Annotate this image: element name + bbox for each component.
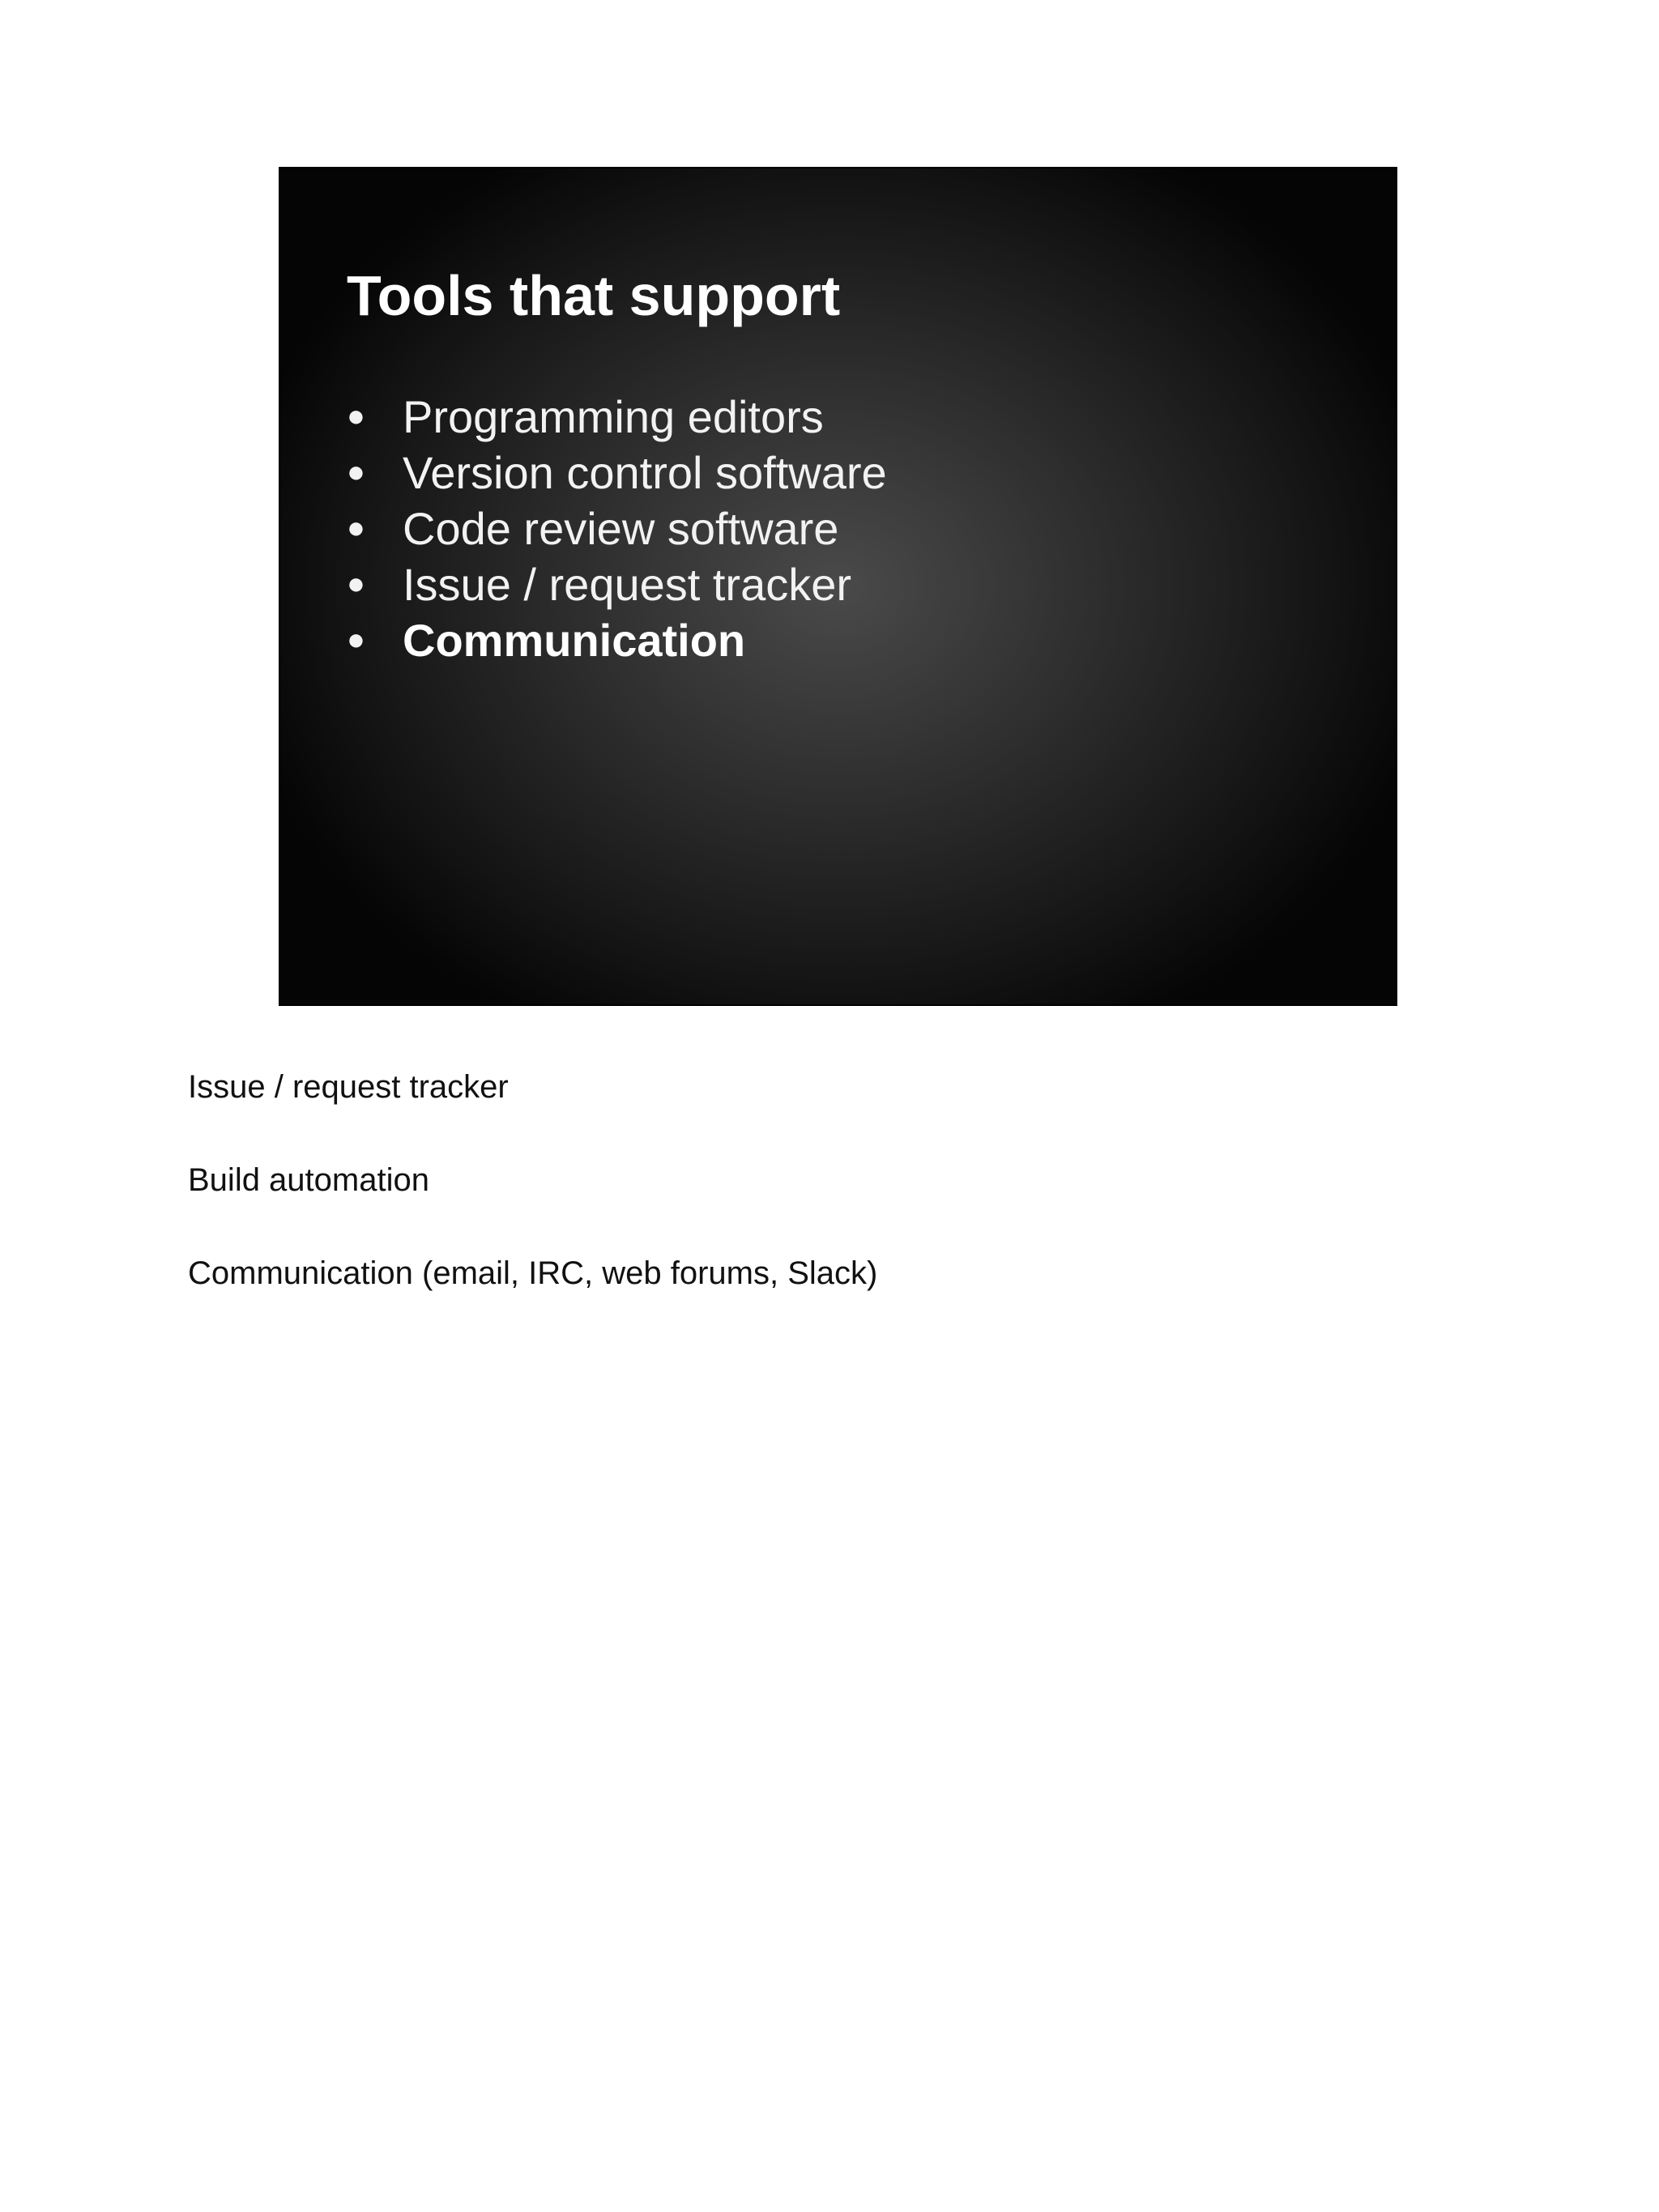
slide-bullet-item [347, 389, 887, 445]
slide-bullet-item [347, 445, 887, 501]
slide-image [279, 167, 1397, 1006]
slide-bullet-item [347, 556, 887, 612]
bullet-dot-icon: ● [347, 623, 365, 657]
slide-title: Tools that support [347, 264, 841, 327]
notes-line: Build automation [188, 1162, 429, 1198]
bullet-dot-icon: ● [347, 567, 365, 601]
slide-bullet-text: Issue / request tracker [403, 559, 852, 610]
speaker-notes [188, 1068, 877, 1347]
slide-bullet-list [347, 389, 887, 668]
bullet-dot-icon: ● [347, 511, 365, 545]
slide-bullet-item [347, 501, 887, 556]
slide-bullet-text: Programming editors [403, 391, 824, 442]
notes-line: Issue / request tracker [188, 1069, 509, 1105]
slide-bullet-text: Code review software [403, 503, 839, 554]
bullet-dot-icon: ● [347, 455, 365, 489]
bullet-dot-icon: ● [347, 399, 365, 433]
slide-bullet-item-highlighted [347, 612, 887, 668]
slide-bullet-text: Communication [403, 615, 746, 666]
slide-bullet-text: Version control software [403, 447, 887, 498]
notes-line: Communication (email, IRC, web forums, Slack) [188, 1255, 878, 1291]
